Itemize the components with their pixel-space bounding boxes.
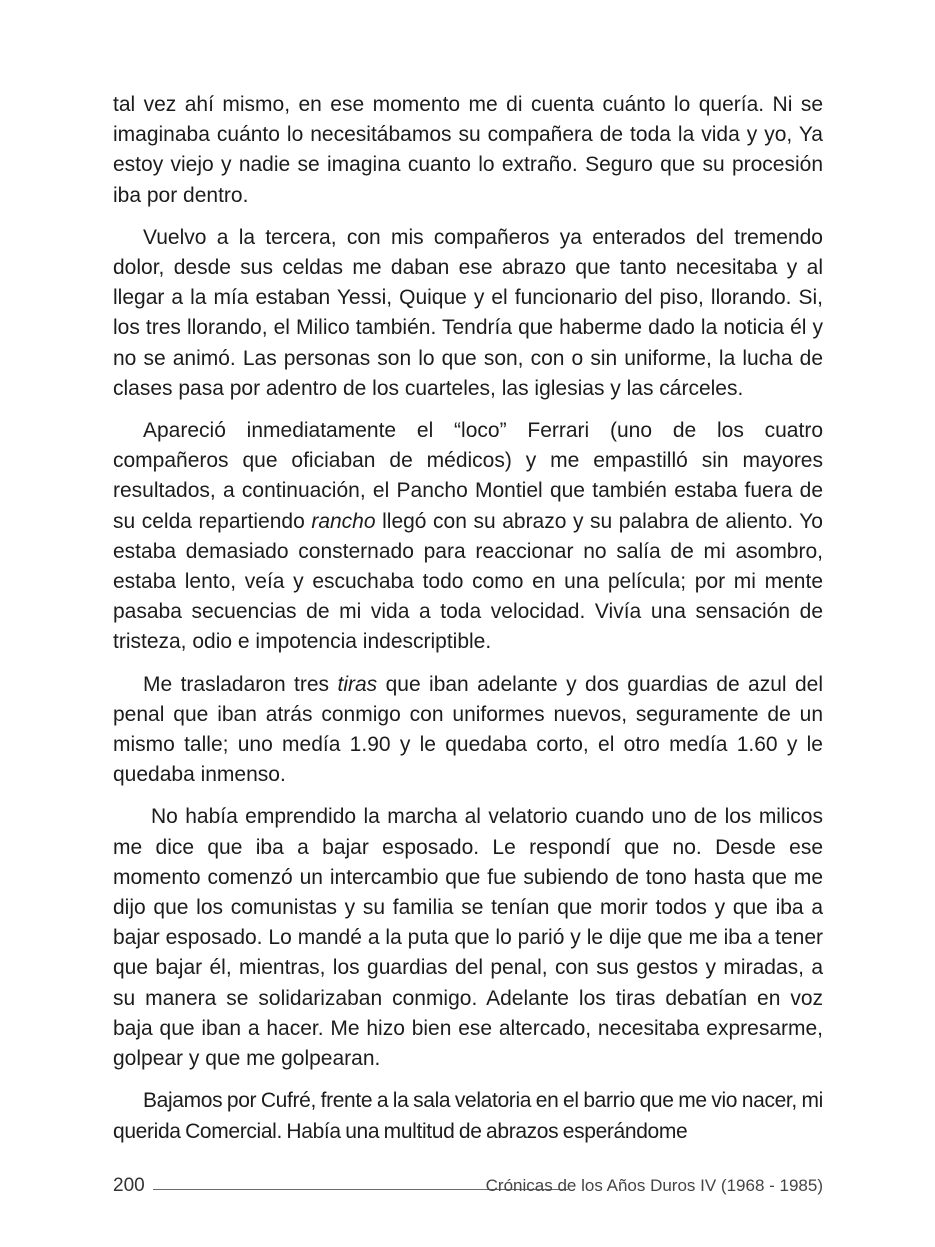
page-number: 200 bbox=[113, 1175, 145, 1196]
body-text bbox=[113, 90, 823, 1159]
italic-term-tiras: tiras bbox=[337, 672, 378, 696]
italic-term-rancho: rancho bbox=[311, 509, 376, 533]
paragraph-4-text-after: que iban adelante y dos guardias de azul del penal que iban atrás conmigo con uniformes nuevos, seguramente de un mismo talle; uno medía 1.90 y le quedaba corto, el otro medía 1.60 y le quedaba inmenso. bbox=[113, 672, 823, 787]
paragraph-3 bbox=[113, 416, 823, 658]
page-footer bbox=[113, 1175, 823, 1201]
paragraph-2: Vuelvo a la tercera, con mis compañeros ya enterados del tremendo dolor, desde sus celdas me daban ese abrazo que tanto necesitaba y al llegar a la mía estaban Yessi, Quique y el funcionario del piso, llorando. Si, los tres llorando, el Milico también. Tendría que haberme dado la noticia él y no se animó. Las personas son lo que son, con o sin uniforme, la lucha de clases pasa por adentro de los cuarteles, las iglesias y las cárceles. bbox=[113, 225, 823, 400]
paragraph-1: tal vez ahí mismo, en ese momento me di cuenta cuánto lo quería. Ni se imaginaba cuánto lo necesitábamos su compañera de toda la vida y yo, Ya estoy viejo y nadie se imagina cuanto lo extraño. Seguro que su procesión iba por dentro. bbox=[113, 93, 823, 207]
paragraph-4 bbox=[113, 670, 823, 791]
running-title: Crónicas de los Años Duros IV (1968 - 1985) bbox=[485, 1176, 823, 1195]
paragraph-5: No había emprendido la marcha al velatorio cuando uno de los milicos me dice que iba a bajar esposado. Le respondí que no. Desde ese momento comenzó un intercambio que fue subiendo de tono hasta que me dijo que los comunistas y su familia se tenían que morir todos y que iba a bajar esposado. Lo mandé a la puta que lo parió y le dije que me iba a tener que bajar él, mientras, los guardias del penal, con sus gestos y miradas, a su manera se solidarizaban conmigo. Adelante los tiras debatían en voz baja que iban a hacer. Me hizo bien ese altercado, necesitaba expresarme, golpear y que me golpearan. bbox=[113, 805, 823, 1071]
paragraph-3-text-after: llegó con su abrazo y su palabra de aliento. Yo estaba demasiado consternado para reaccionar no salía de mi asombro, estaba lento, veía y escuchaba todo como en una película; por mi mente pasaba secuencias de mi vida a toda velocidad. Vivía una sensación de tristeza, odio e impotencia indescriptible. bbox=[113, 509, 823, 654]
paragraph-4-text-before: Me trasladaron tres bbox=[143, 672, 338, 696]
paragraph-6: Bajamos por Cufré, frente a la sala velatoria en el barrio que me vio nacer, mi querida Comercial. Había una multitud de abrazos esperándome bbox=[113, 1089, 823, 1143]
paragraph-3-text-before: Apareció inmediatamente el “loco” Ferrari (uno de los cuatro compañeros que oficiaban de médicos) y me empastilló sin mayores resultados, a continuación, el Pancho Montiel que también estaba fuera de su celda repartiendo bbox=[113, 419, 823, 533]
